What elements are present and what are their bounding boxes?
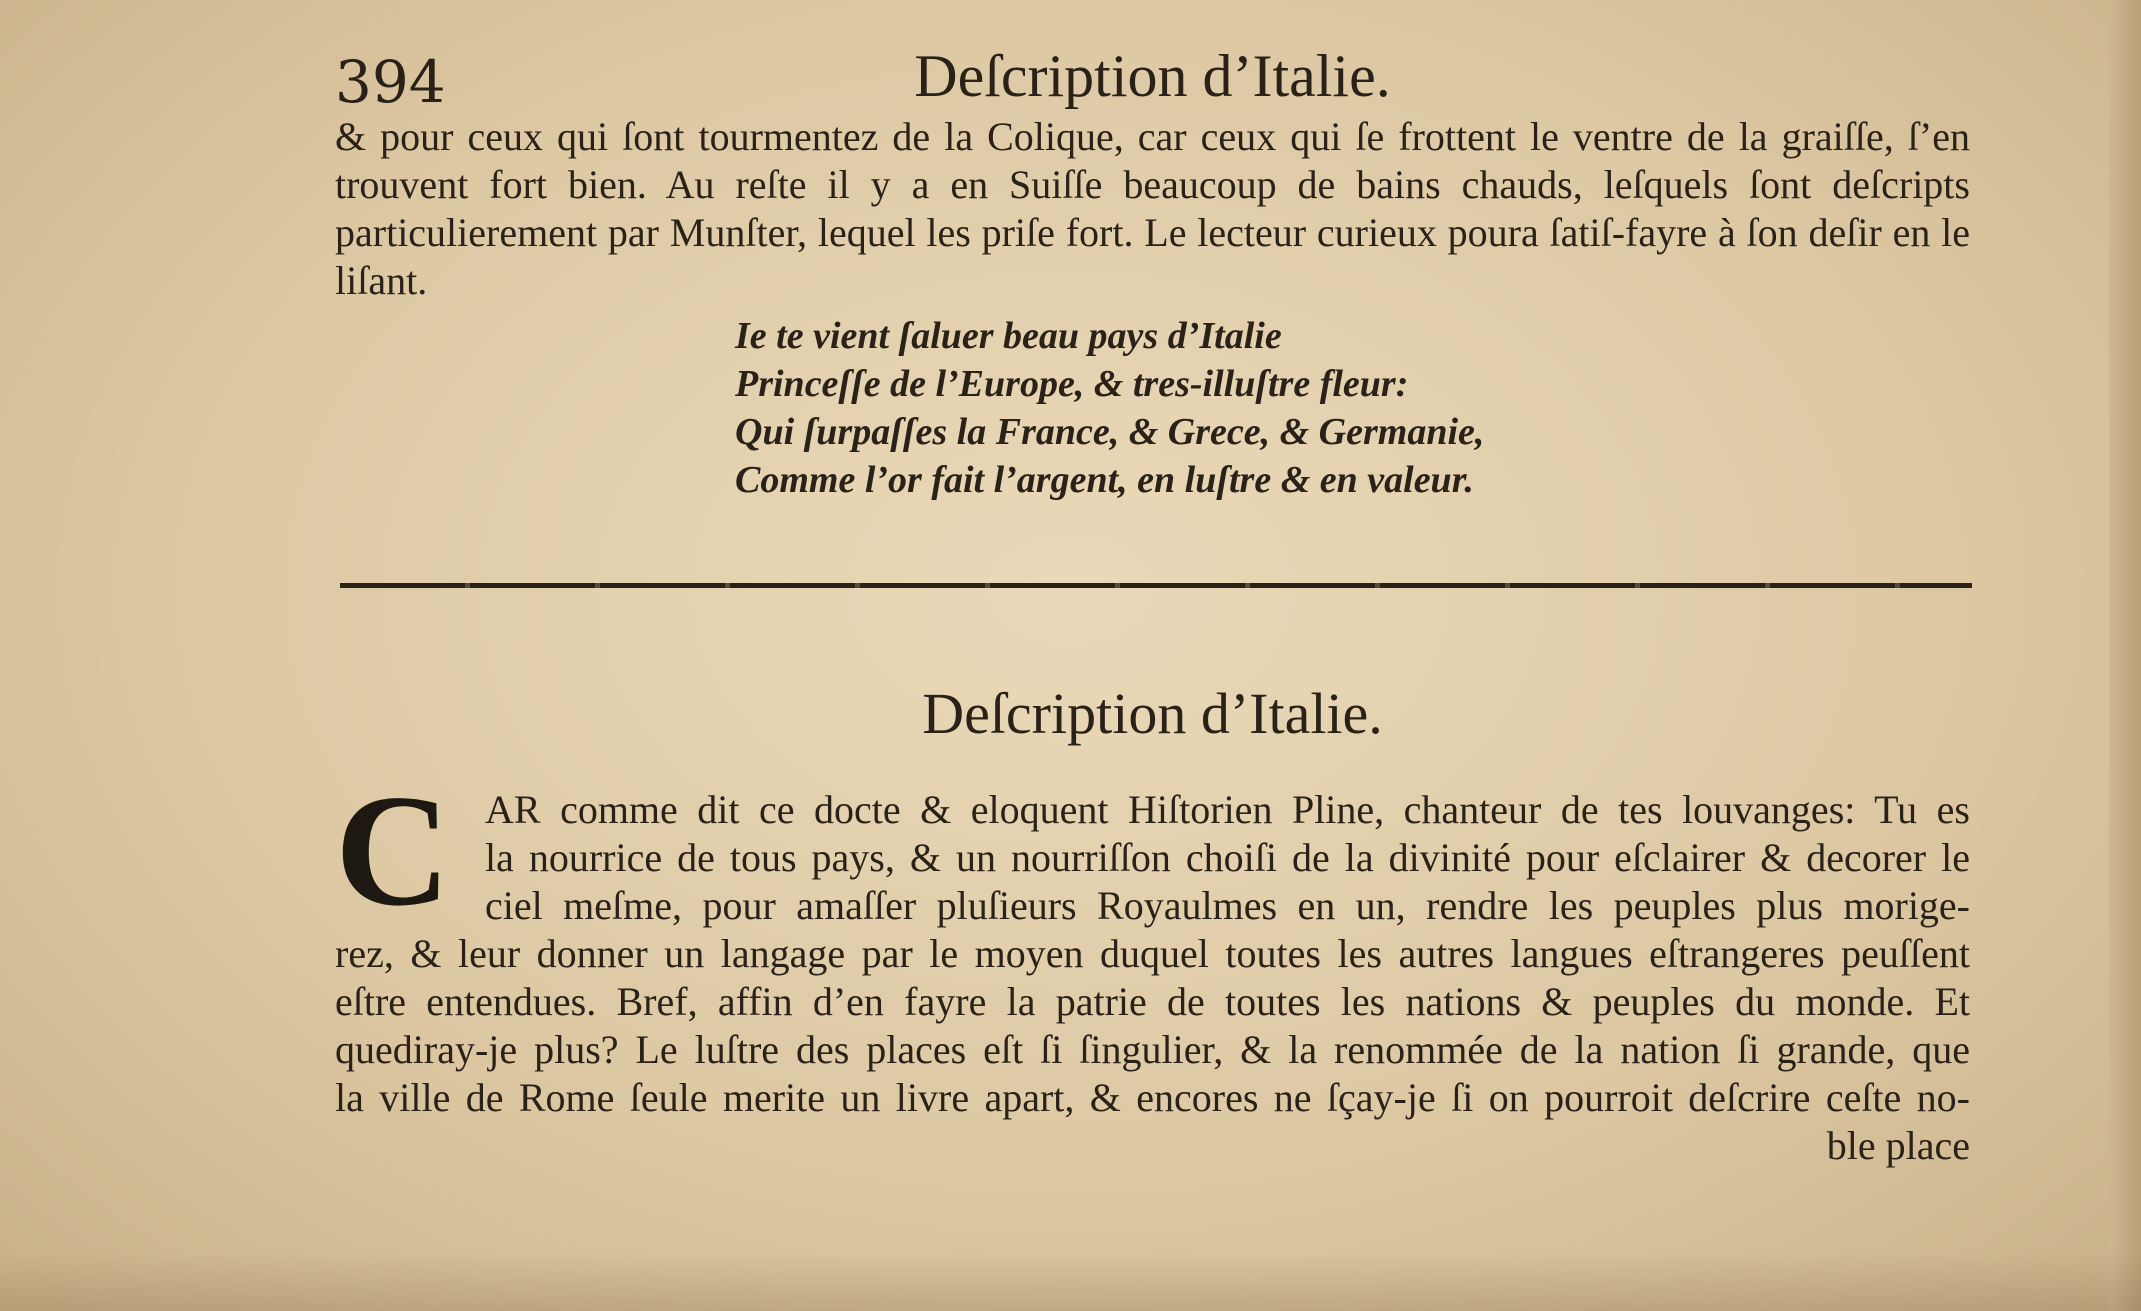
paragraph-2-line: la ville de Rome ſeule merite un livre apart, & encores ne ſçay-je ſi on pourroit deſcrire ceſte no- [335, 1075, 1970, 1120]
paragraph-2-line: la nourrice de tous pays, & un nourriſſon choiſi de la divinité pour eſclairer & decorer le [485, 835, 1970, 880]
paragraph-2-line: rez, & leur donner un langage par le moyen duquel toutes les autres langues eſtrangeres peuſſent [335, 931, 1970, 976]
paragraph-2-line: ble place [1826, 1123, 1970, 1168]
verse-line: Ie te vient ſaluer beau pays d’Italie [735, 315, 1282, 357]
drop-cap: C [335, 761, 451, 939]
paragraph-2 [335, 786, 1970, 1170]
verse-line: Princeſſe de l’Europe, & tres-illuſtre fleur: [735, 363, 1409, 405]
paragraph-2-line: quediray-je plus? Le luſtre des places eſt ſi ſingulier, & la renommée de la nation ſi grande, que [335, 1027, 1970, 1072]
page-number: 394 [335, 48, 446, 116]
verse [735, 312, 1735, 504]
section-divider-rule [340, 583, 1972, 588]
page-edge [2109, 0, 2141, 1311]
paragraph-1: & pour ceux qui ſont tourmentez de la Colique, car ceux qui ſe frottent le ventre de la graiſſe, ſ’en trouvent fort bien. Au reſte il y a en Suiſſe beaucoup de bains chauds, leſquels ſont deſcripts particulierement par Munſter, lequel les priſe fort. Le lecteur curieux poura ſatiſ-fayre à ſon deſir en le liſant. [335, 114, 1970, 303]
paragraph-2-line: AR comme dit ce docte & eloquent Hiſtorien Pline, chanteur de tes louvanges: Tu es [485, 787, 1970, 832]
paragraph-2-line: eſtre entendues. Bref, affin d’en fayre la patrie de toutes les nations & peuples du monde. Et [335, 979, 1970, 1024]
page-bottom-shadow [0, 1251, 2141, 1311]
running-head [335, 42, 1970, 122]
verse-line: Comme l’or fait l’argent, en luſtre & en valeur. [735, 459, 1474, 501]
running-title: Deſcription d’Italie. [914, 43, 1391, 109]
paragraph-2-line: ciel meſme, pour amaſſer pluſieurs Royaulmes en un, rendre les peuples plus morige- [485, 883, 1970, 928]
verse-line: Qui ſurpaſſes la France, & Grece, & Germanie, [735, 411, 1485, 453]
section-title: Deſcription d’Italie. [922, 681, 1383, 746]
